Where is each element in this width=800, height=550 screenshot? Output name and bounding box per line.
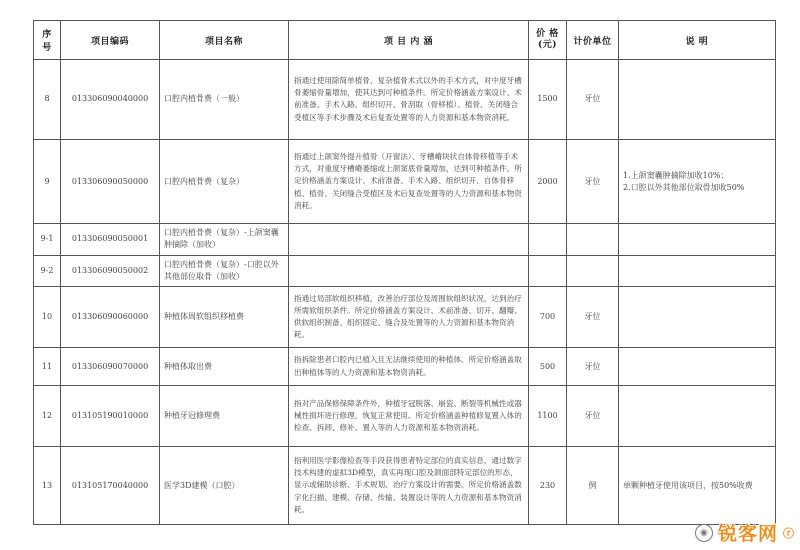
cell-note: 1.上颌窦囊肿摘除加收10%； 2.口腔以外其他部位取骨加收50% <box>619 139 776 223</box>
cell-price <box>529 224 567 256</box>
cell-price: 500 <box>529 348 567 386</box>
header-unit: 计价单位 <box>567 21 619 60</box>
header-price-line2: (元) <box>537 40 558 50</box>
cell-name: 种植体取出费 <box>160 348 289 386</box>
cell-content <box>289 224 529 256</box>
cell-price <box>529 255 567 287</box>
cell-note <box>619 60 776 140</box>
cell-content: 指通过使用除简单植骨、复杂植骨术式以外的手术方式，对中度牙槽骨萎缩骨量增加，使其达到可种植条件。所定价格涵盖方案设计、术前准备、手术入路、组织切开、骨刮取（骨移植）、植骨、关闭缝合受植区等手术步骤及术后复查处置等的人力资源和基本物资消耗。 <box>289 60 529 140</box>
cell-note <box>619 386 776 447</box>
table-row <box>34 447 776 525</box>
header-price-line1: 价 格 <box>536 29 559 39</box>
cell-name: 口腔内植骨费（复杂）-口腔以外其他部位取骨（加收） <box>160 255 289 287</box>
table-row <box>34 60 776 140</box>
cell-name: 口腔内植骨费（一般） <box>160 60 289 140</box>
watermark-sub: ⓡ <box>783 526 794 540</box>
cell-note <box>619 287 776 348</box>
pricing-table-sheet <box>33 20 775 525</box>
cell-name: 种植牙冠修理费 <box>160 386 289 447</box>
cell-unit: 牙位 <box>567 348 619 386</box>
cell-seq: 9-1 <box>34 224 61 256</box>
cell-content: 指拆除患者口腔内已植入且无法继续使用的种植体。所定价格涵盖取出种植体等的人力资源和基本物资消耗。 <box>289 348 529 386</box>
cell-unit <box>567 255 619 287</box>
cell-code: 013105170040000 <box>61 447 160 525</box>
cell-content: 指通过上颌窦外提升植骨（开窗法）、牙槽嵴块状自体骨移植等手术方式，对重度牙槽嵴萎缩或上颌窦底骨量增加，达到可种植条件。所定价格涵盖方案设计、术前准备、手术入路、组织切开、自体骨移植、植骨、关闭缝合受植区及术后复查处置等的人力资源和基本物资消耗。 <box>289 139 529 223</box>
cell-content <box>289 255 529 287</box>
cell-unit: 牙位 <box>567 287 619 348</box>
table-row <box>34 287 776 348</box>
cell-note <box>619 348 776 386</box>
cell-note <box>619 224 776 256</box>
cell-name: 口腔内植骨费（复杂）-上颌窦囊肿摘除（加收） <box>160 224 289 256</box>
cell-code: 013306090050001 <box>61 224 160 256</box>
wechat-icon: ◉ <box>695 524 713 542</box>
cell-price: 1500 <box>529 60 567 140</box>
cell-name: 口腔内植骨费（复杂） <box>160 139 289 223</box>
cell-price: 1100 <box>529 386 567 447</box>
cell-seq: 10 <box>34 287 61 348</box>
cell-unit: 例 <box>567 447 619 525</box>
cell-unit: 牙位 <box>567 139 619 223</box>
pricing-table <box>33 20 776 525</box>
cell-name: 种植体周软组织移植费 <box>160 287 289 348</box>
cell-seq: 13 <box>34 447 61 525</box>
cell-unit: 牙位 <box>567 60 619 140</box>
cell-seq: 11 <box>34 348 61 386</box>
header-price <box>529 21 567 60</box>
cell-note <box>619 255 776 287</box>
header-code: 项目编码 <box>61 21 160 60</box>
cell-content: 指通过局部软组织移植，改善治疗部位及周围软组织状况，达到治疗所需软组织条件。所定价格涵盖方案设计、术前准备、切开、翻瓣、供软组织制备、组织固定、缝合及处置等的人力资源和基本物资消耗。 <box>289 287 529 348</box>
cell-price: 230 <box>529 447 567 525</box>
cell-code: 013105190010000 <box>61 386 160 447</box>
cell-code: 013306090060000 <box>61 287 160 348</box>
cell-seq: 9 <box>34 139 61 223</box>
cell-seq: 9-2 <box>34 255 61 287</box>
watermark <box>695 519 794 546</box>
table-row <box>34 348 776 386</box>
watermark-text: 锐客网 <box>717 523 778 545</box>
cell-unit <box>567 224 619 256</box>
cell-content: 指利用医学影像检查等手段获得患者特定部位的真实信息，通过数字技术构建的虚拟3D模型，真实再现口腔及颌面部特定部位的形态，显示或辅助诊断、手术规划、治疗方案设计的需要。所定价格涵盖数字化扫描、建模、存储、传输、装置设计等的人力资源和基本物资消耗。 <box>289 447 529 525</box>
cell-note: 单颗种植牙使用该项目，按50%收费 <box>619 447 776 525</box>
header-name: 项目名称 <box>160 21 289 60</box>
cell-price: 2000 <box>529 139 567 223</box>
cell-seq: 8 <box>34 60 61 140</box>
cell-code: 013306090040000 <box>61 60 160 140</box>
cell-code: 013306090070000 <box>61 348 160 386</box>
table-row <box>34 139 776 223</box>
cell-unit: 牙位 <box>567 386 619 447</box>
cell-price: 700 <box>529 287 567 348</box>
header-seq: 序号 <box>34 21 61 60</box>
cell-code: 013306090050000 <box>61 139 160 223</box>
table-row <box>34 386 776 447</box>
cell-name: 医学3D建模（口腔） <box>160 447 289 525</box>
header-note: 说 明 <box>619 21 776 60</box>
table-row <box>34 255 776 287</box>
table-row <box>34 224 776 256</box>
header-row <box>34 21 776 60</box>
cell-content: 指对产品保修保障条件外，种植牙冠脱落、崩瓷、断裂等机械性或器械性损坏进行修理，恢复正常使用。所定价格涵盖种植修复置入体的检查、拆卸、修补、置入等的人力资源和基本物资消耗。 <box>289 386 529 447</box>
header-content: 项 目 内 涵 <box>289 21 529 60</box>
cell-code: 013306090050002 <box>61 255 160 287</box>
cell-seq: 12 <box>34 386 61 447</box>
